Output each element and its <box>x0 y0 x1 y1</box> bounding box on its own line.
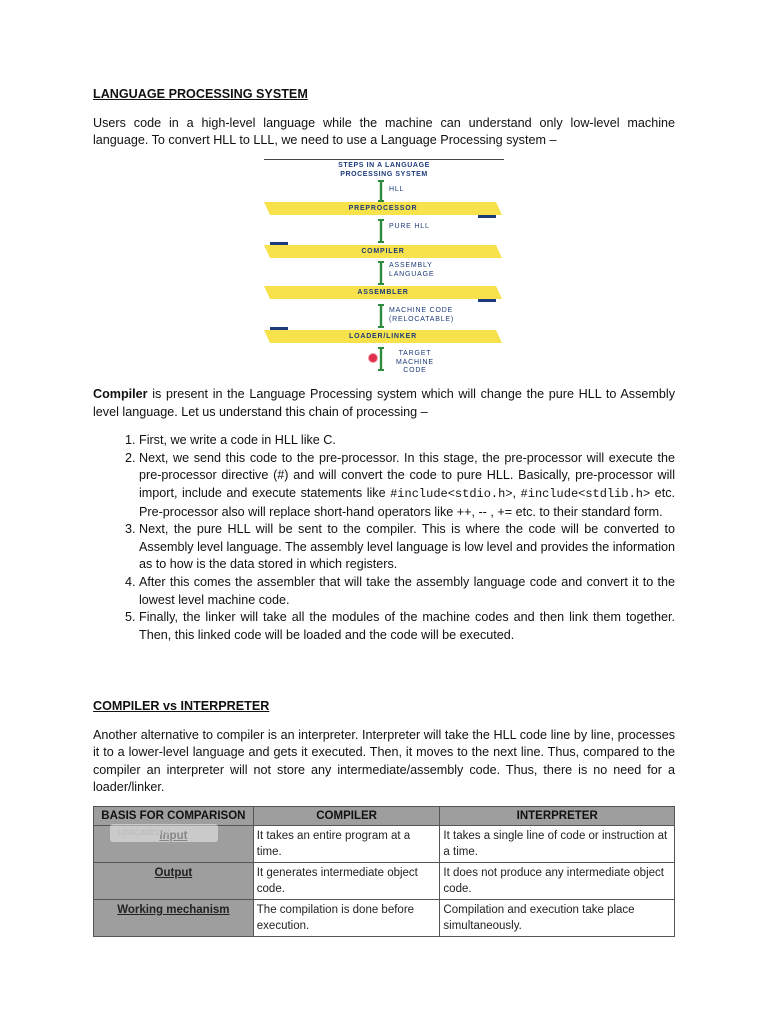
diagram-title-line2: PROCESSING SYSTEM <box>340 170 428 178</box>
list-item <box>139 574 675 609</box>
compiler-paragraph-text: is present in the Language Processing system which will change the pure HLL to Assembly level language. Let us understand this chain of processing – <box>93 387 675 419</box>
arrow-down-icon <box>378 219 382 243</box>
cell-interpreter: Compilation and execution take place simultaneously. <box>440 900 675 937</box>
table-header-row <box>94 807 675 826</box>
label-assembly-line1: ASSEMBLY <box>389 262 433 269</box>
diagram-top-rule <box>264 159 504 160</box>
section-heading-language-processing: LANGUAGE PROCESSING SYSTEM <box>93 87 308 101</box>
label-assembly-line2: LANGUAGE <box>389 270 435 278</box>
section-heading-compiler-vs-interpreter: COMPILER vs INTERPRETER <box>93 699 270 713</box>
step-2-text: Next, we send this code to the pre-processor. In this stage, the pre-processor will execute the pre-processor directive (#) and will convert the code to pure HLL. Basically, pre-processor will import, include and execute statements like <box>139 450 675 500</box>
row-basis-output: Output <box>94 863 254 900</box>
label-target-line2: MACHINE <box>396 358 434 366</box>
list-item <box>139 432 675 450</box>
compiler-paragraph <box>93 386 675 421</box>
row-basis-input: Input <box>94 826 254 863</box>
step-5-text: Finally, the linker will take all the modules of the machine codes and then link them together. Then, this linked code will be loaded and the code will be executed. <box>139 610 675 642</box>
document-body <box>93 86 675 150</box>
header-interpreter: INTERPRETER <box>440 807 675 826</box>
cell-compiler: It takes an entire program at a time. <box>253 826 440 863</box>
step-1-text: First, we write a code in HLL like C. <box>139 433 336 448</box>
language-processing-diagram <box>264 157 504 377</box>
label-pure-hll: PURE HLL <box>389 223 430 230</box>
stage-compiler <box>270 245 496 258</box>
interpreter-paragraph: Another alternative to compiler is an interpreter. Interpreter will take the HLL code line by line, processes it to a lower-level language and gets it executed. Then, it moves to the next line. Thus, compared to the compiler an interpreter will not store any intermediate/assembly code. Thus, there is no need for a loader/linker. <box>93 727 675 795</box>
compiler-section <box>93 386 675 644</box>
step-2-sep: , <box>512 485 521 500</box>
cell-interpreter: It does not produce any intermediate object code. <box>440 863 675 900</box>
table-row <box>94 863 675 900</box>
arrow-down-icon <box>378 304 382 328</box>
list-item <box>139 521 675 574</box>
intro-paragraph: Users code in a high-level language while the machine can understand only low-level machine language. To convert HLL to LLL, we need to use a Language Processing system – <box>93 115 675 148</box>
compiler-bold-term: Compiler <box>93 387 148 401</box>
header-basis: BASIS FOR COMPARISON <box>94 807 254 826</box>
arrow-down-icon <box>378 261 382 285</box>
compiler-vs-interpreter-section <box>93 698 675 797</box>
label-target-machine-code <box>396 350 434 376</box>
label-machine-code-line1: MACHINE CODE <box>389 307 454 314</box>
row-basis-working-mechanism: Working mechanism <box>94 900 254 937</box>
cell-compiler: The compilation is done before execution. <box>253 900 440 937</box>
label-machine-code-line2: (RELOCATABLE) <box>389 315 454 323</box>
header-compiler: COMPILER <box>253 807 440 826</box>
stage-compiler-label: COMPILER <box>361 248 405 255</box>
label-target-line3: CODE <box>403 367 427 374</box>
arrow-down-icon <box>378 347 382 371</box>
code-include-stdlib: #include<stdlib.h> <box>520 486 651 501</box>
stage-assembler <box>270 286 496 299</box>
stage-loader-linker-label: LOADER/LINKER <box>349 333 417 340</box>
label-machine-code <box>389 307 454 324</box>
label-target-line1: TARGET <box>398 350 432 357</box>
stage-preprocessor <box>270 202 496 215</box>
cell-compiler: It generates intermediate object code. <box>253 863 440 900</box>
label-hll: HLL <box>389 186 405 193</box>
table-row <box>94 900 675 937</box>
step-3-text: Next, the pure HLL will be sent to the compiler. This is where the code will be converted to Assembly level language. The assembly level language is low level and provides the information as to how is the data stored in which registers. <box>139 522 676 572</box>
record-dot-icon <box>368 353 378 363</box>
cell-interpreter: It takes a single line of code or instruction at a time. <box>440 826 675 863</box>
stage-loader-linker <box>270 330 496 343</box>
diagram-title-line1: STEPS IN A LANGUAGE <box>338 162 430 169</box>
stage-preprocessor-label: PREPROCESSOR <box>348 205 418 212</box>
watermark-logo: unacademy <box>110 824 218 842</box>
list-item <box>139 450 675 521</box>
stage-assembler-label: ASSEMBLER <box>357 289 409 296</box>
code-include-stdio: #include<stdio.h> <box>390 486 513 501</box>
processing-steps-list <box>93 432 675 644</box>
step-4-text: After this comes the assembler that will take the assembly language code and convert it to the lowest level machine code. <box>139 574 675 607</box>
label-assembly-language <box>389 262 434 279</box>
list-item <box>139 609 675 644</box>
arrow-down-icon <box>378 180 382 202</box>
step-2-text-end: etc. Pre-processor also will replace short-hand operators like ++, -- , += etc. to their standard form. <box>139 485 675 519</box>
diagram-title <box>264 162 504 179</box>
